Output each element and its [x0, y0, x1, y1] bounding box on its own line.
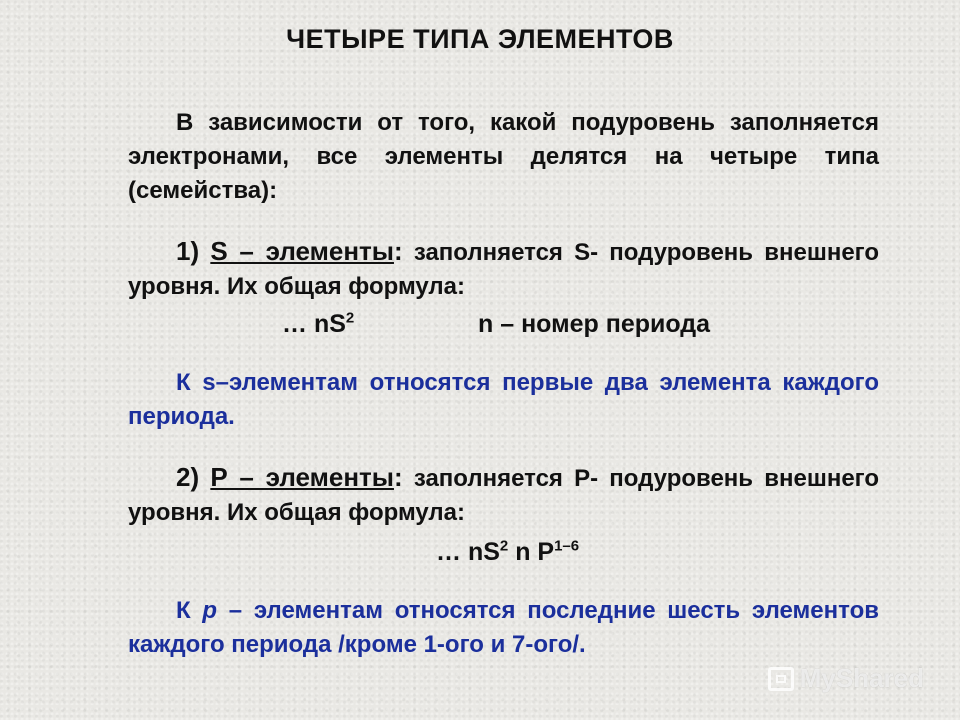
- presentation-icon: [768, 667, 794, 691]
- p-elements-note: [128, 594, 879, 662]
- s-formula-base: … nS: [282, 310, 346, 338]
- s-term: S – элементы: [210, 236, 394, 266]
- p-number: 2): [176, 462, 200, 492]
- s-elements-note: К s–элементам относятся первые два элемента каждого периода.: [128, 369, 879, 430]
- s-number: 1): [176, 236, 200, 266]
- slide-title: ЧЕТЫРЕ ТИПА ЭЛЕМЕНТОВ: [286, 24, 674, 54]
- s-formula-note: n – номер периода: [478, 310, 711, 338]
- p-term: Р – элементы: [210, 462, 394, 492]
- s-formula: [282, 310, 354, 339]
- p-formula-sup1: 2: [499, 537, 509, 555]
- p-formula-mid: n Р: [508, 538, 555, 566]
- p-colon: :: [393, 462, 403, 492]
- p-formula-base: … nS: [436, 538, 500, 566]
- p-formula-sup2: 1–6: [554, 537, 580, 555]
- s-colon: :: [393, 236, 403, 266]
- p-text: заполняется Р- подуровень внешнего уровня. Их общая формула:: [128, 465, 880, 526]
- p-note-prefix: К: [176, 597, 203, 624]
- s-formula-sup: 2: [345, 309, 355, 327]
- p-elements-paragraph: [128, 460, 879, 530]
- p-note-italic: р: [202, 597, 218, 624]
- intro-paragraph: [128, 106, 879, 208]
- s-elements-paragraph: [128, 234, 879, 304]
- watermark-logo: [768, 663, 924, 694]
- watermark-text: MyShared: [799, 663, 924, 693]
- p-formula: [436, 538, 579, 567]
- intro-text: В зависимости от того, какой подуровень заполняется электронами, все элементы делятся на четыре типа (семейства):: [128, 109, 879, 204]
- s-text: заполняется S- подуровень внешнего уровня. Их общая формула:: [128, 239, 880, 300]
- p-note-rest: – элементам относятся последние шесть элементов каждого периода /кроме 1-ого и 7-ого/.: [128, 597, 879, 658]
